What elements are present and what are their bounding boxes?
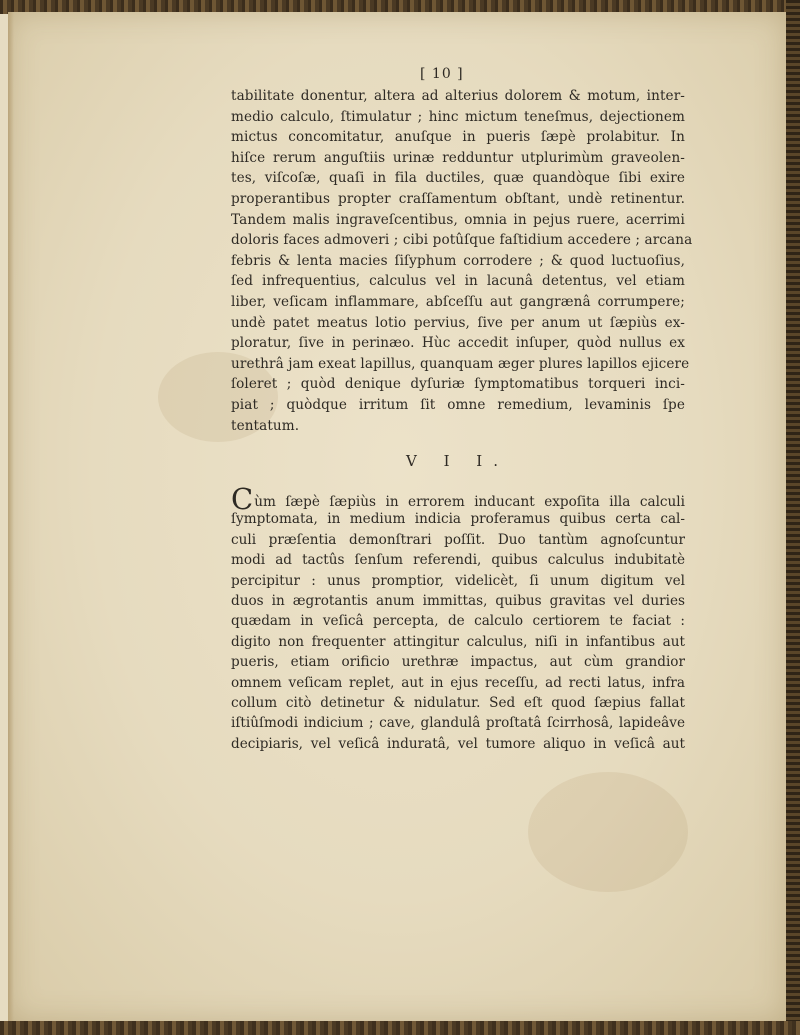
- text-line: medio calculo, ſtimulatur ; hinc mictum teneſmus, dejectionem: [231, 108, 685, 125]
- text-line: tabilitate donentur, altera ad alterius dolorem & motum, inter-: [231, 88, 685, 104]
- text-line: pueris, etiam orificio urethræ impactus, aut cùm grandior: [231, 654, 685, 671]
- text-line: duos in ægrotantis anum immittas, quibus gravitas vel duries: [231, 592, 685, 609]
- paragraph-1: [231, 86, 693, 436]
- text-line: ſymptomata, in medium indicia proferamus quibus certa cal-: [231, 511, 685, 528]
- text-line: febris & lenta macies ſiſyphum corrodere ; & quod luctuoſius,: [231, 252, 685, 269]
- text-line: modi ad tactûs ſenſum referendi, quibus calculus indubitatè: [231, 552, 685, 569]
- text-line: mictus concomitatur, anuſque in pueris ſæpè prolabitur. In: [231, 129, 685, 146]
- text-line: properantibus propter craſſamentum obſtant, undè retinentur.: [231, 190, 685, 207]
- text-line: ſoleret ; quòd denique dyſuriæ ſymptomatibus torqueri inci-: [231, 376, 685, 393]
- text-line: culi præſentia demonſtrari poſſit. Duo tantùm agnoſcuntur: [231, 531, 685, 548]
- text-line: tes, viſcoſæ, quaſi in fila ductiles, quæ quandòque ſibi exire: [231, 170, 685, 187]
- text-line: quædam in veſicâ percepta, de calculo certiorem te faciat :: [231, 613, 685, 630]
- text-line: decipiaris, vel veſicâ induratâ, vel tumore aliquo in veſicâ aut: [231, 735, 685, 752]
- text-line: urethrâ jam exeat lapillus, quanquam æger plures lapillos ejicere: [231, 355, 690, 372]
- binding-right-edge: [786, 0, 800, 1035]
- text-line: Tandem malis ingraveſcentibus, omnia in pejus ruere, acerrimi: [231, 211, 685, 228]
- text-line: digito non frequenter attingitur calculus, niſi in infantibus aut: [231, 633, 685, 650]
- text-line-content: ùm ſæpè ſæpiùs in errorem inducant expoſita illa calculi: [254, 494, 685, 510]
- text-line: tentatum.: [231, 417, 300, 434]
- text-line: iſtiûſmodi indicium ; cave, glandulâ proſtatâ ſcirrhosâ, lapideâve: [231, 715, 685, 732]
- paper-stain: [528, 772, 688, 892]
- binding-bottom-edge: [0, 1021, 800, 1035]
- text-line: percipitur : unus promptior, videlicèt, ſi unum digitum vel: [231, 572, 685, 589]
- page-left-edge: [8, 12, 14, 1022]
- text-line: ploratur, ſive in perinæo. Hùc accedit inſuper, quòd nullus ex: [231, 335, 685, 352]
- text-line: doloris faces admoveri ; cibi potûſque faſtidium accedere ; arcana: [231, 232, 693, 249]
- text-line: undè patet meatus lotio pervius, ſive per anum ut ſæpiùs ex-: [231, 314, 685, 331]
- text-line: [231, 482, 685, 516]
- text-line: liber, veſicam inflammare, abſceſſu aut gangrænâ corrumpere;: [231, 293, 685, 310]
- text-line: collum citò detinetur & nidulatur. Sed eſt quod ſæpius fallat: [231, 694, 685, 711]
- text-line: hiſce rerum anguſtiis urinæ redduntur utplurimùm graveolen-: [231, 149, 685, 166]
- text-line: omnem veſicam replet, aut in ejus receſſu, ad recti latus, infra: [231, 674, 685, 691]
- text-line: piat ; quòdque irritum ſit omne remedium, levaminis ſpe: [231, 396, 685, 413]
- drop-cap: C: [231, 482, 254, 516]
- text-line: ſed infrequentius, calculus vel in lacunâ detentus, vel etiam: [231, 273, 685, 290]
- paragraph-2: [231, 482, 685, 754]
- section-heading: V I I.: [406, 452, 509, 470]
- page-number: [ 10 ]: [420, 66, 464, 82]
